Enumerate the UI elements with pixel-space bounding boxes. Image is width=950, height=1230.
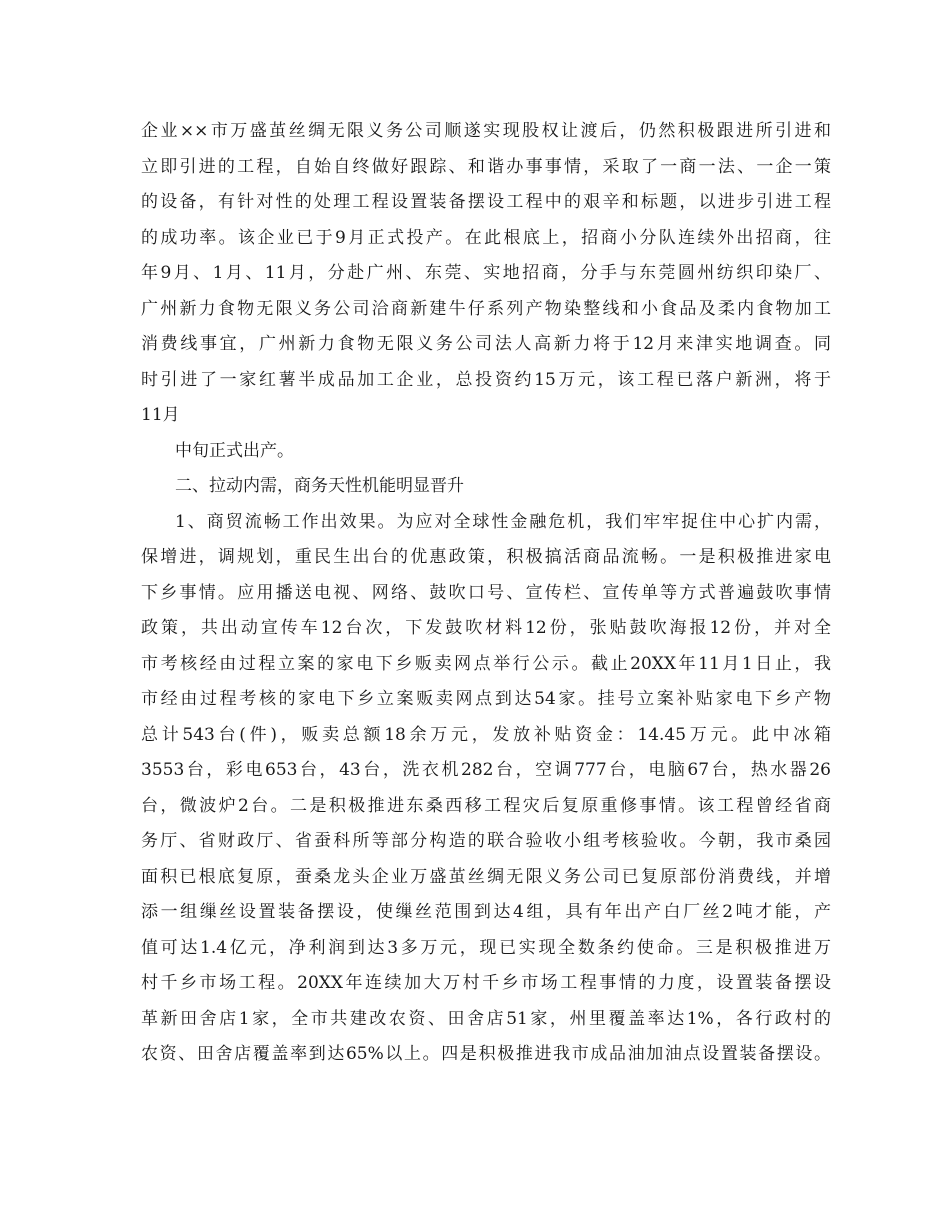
paragraph-commerce-circulation <box>141 505 831 1073</box>
document-body <box>141 114 831 1073</box>
text-line: 的设备，有针对性的处理工程设置装备摆设工程中的艰辛和标题，以进步引进工程 <box>141 192 831 212</box>
text-line: 中旬正式出产。 <box>175 440 294 461</box>
text-line: 总计543台(件)，贩卖总额18余万元，发放补贴资金：14.45万元。此中冰箱 <box>141 724 831 745</box>
text-line: 时引进了一家红薯半成品加工企业，总投资约15万元，该工程已落户新洲，将于 <box>141 369 831 390</box>
text-line: 村千乡市场工程。20XX年连续加大万村千乡市场工程事情的力度，设置装备摆设 <box>141 973 831 993</box>
text-line: 农资、田舍店覆盖率到达65%以上。四是积极推进我市成品油加油点设置装备摆设。 <box>141 1044 831 1064</box>
text-line: 市经由过程考核的家电下乡立案贩卖网点到达54家。挂号立案补贴家电下乡产物 <box>141 689 831 709</box>
text-line: 市考核经由过程立案的家电下乡贩卖网点举行公示。截止20XX年11月1日止，我 <box>141 653 831 674</box>
text-line: 的成功率。该企业已于9月正式投产。在此根底上，招商小分队连续外出招商，往 <box>141 227 831 248</box>
text-line: 消费线事宜，广州新力食物无限义务公司法人高新力将于12月来津实地调查。同 <box>141 334 831 354</box>
text-line: 政策，共出动宣传车12台次，下发鼓吹材料12份，张贴鼓吹海报12份，并对全 <box>141 618 831 638</box>
section-heading <box>141 469 831 505</box>
text-line: 台，微波炉2台。二是积极推进东桑西移工程灾后复原重修事情。该工程曾经省商 <box>141 795 831 816</box>
text-line: 立即引进的工程，自始自终做好跟踪、和谐办事事情，采取了一商一法、一企一策 <box>141 156 831 177</box>
paragraph-investment-followup <box>141 114 831 434</box>
text-line: 1、商贸流畅工作出效果。为应对全球性金融危机，我们牢牢捉住中心扩内需， <box>175 511 831 532</box>
text-line: 务厅、省财政厅、省蚕科所等部分构造的联合验收小组考核验收。今朝，我市桑园 <box>141 831 831 851</box>
text-line: 3553台，彩电653台，43台，洗衣机282台，空调777台，电脑67台，热水器26 <box>141 760 831 780</box>
text-line: 11月 <box>141 405 180 425</box>
text-line: 年9月、1月、11月，分赴广州、东莞、实地招商，分手与东莞圆州纺织印染厂、 <box>141 263 831 283</box>
text-line: 广州新力食物无限义务公司洽商新建牛仔系列产物染整线和小食品及柔内食物加工 <box>141 298 831 319</box>
text-line: 下乡事情。应用播送电视、网络、鼓吹口号、宣传栏、宣传单等方式普遍鼓吹事情 <box>141 582 831 603</box>
text-line: 添一组缫丝设置装备摆设，使缫丝范围到达4组，具有年出产白厂丝2吨才能，产 <box>141 902 831 922</box>
text-line: 企业××市万盛茧丝绸无限义务公司顺遂实现股权让渡后，仍然积极跟进所引进和 <box>141 121 831 141</box>
text-line: 保增进，调规划，重民生出台的优惠政策，积极搞活商品流畅。一是积极推进家电 <box>141 547 831 567</box>
paragraph-production-start <box>141 434 831 470</box>
heading-line: 二、拉动内需，商务天性机能明显晋升 <box>175 476 464 496</box>
text-line: 值可达1.4亿元，净利润到达3多万元，现已实现全数条约使命。三是积极推进万 <box>141 937 831 958</box>
text-line: 面积已根底复原，蚕桑龙头企业万盛茧丝绸无限义务公司已复原部份消费线，并增 <box>141 866 831 887</box>
text-line: 革新田舍店1家，全市共建改农资、田舍店51家，州里覆盖率达1%，各行政村的 <box>141 1008 831 1029</box>
